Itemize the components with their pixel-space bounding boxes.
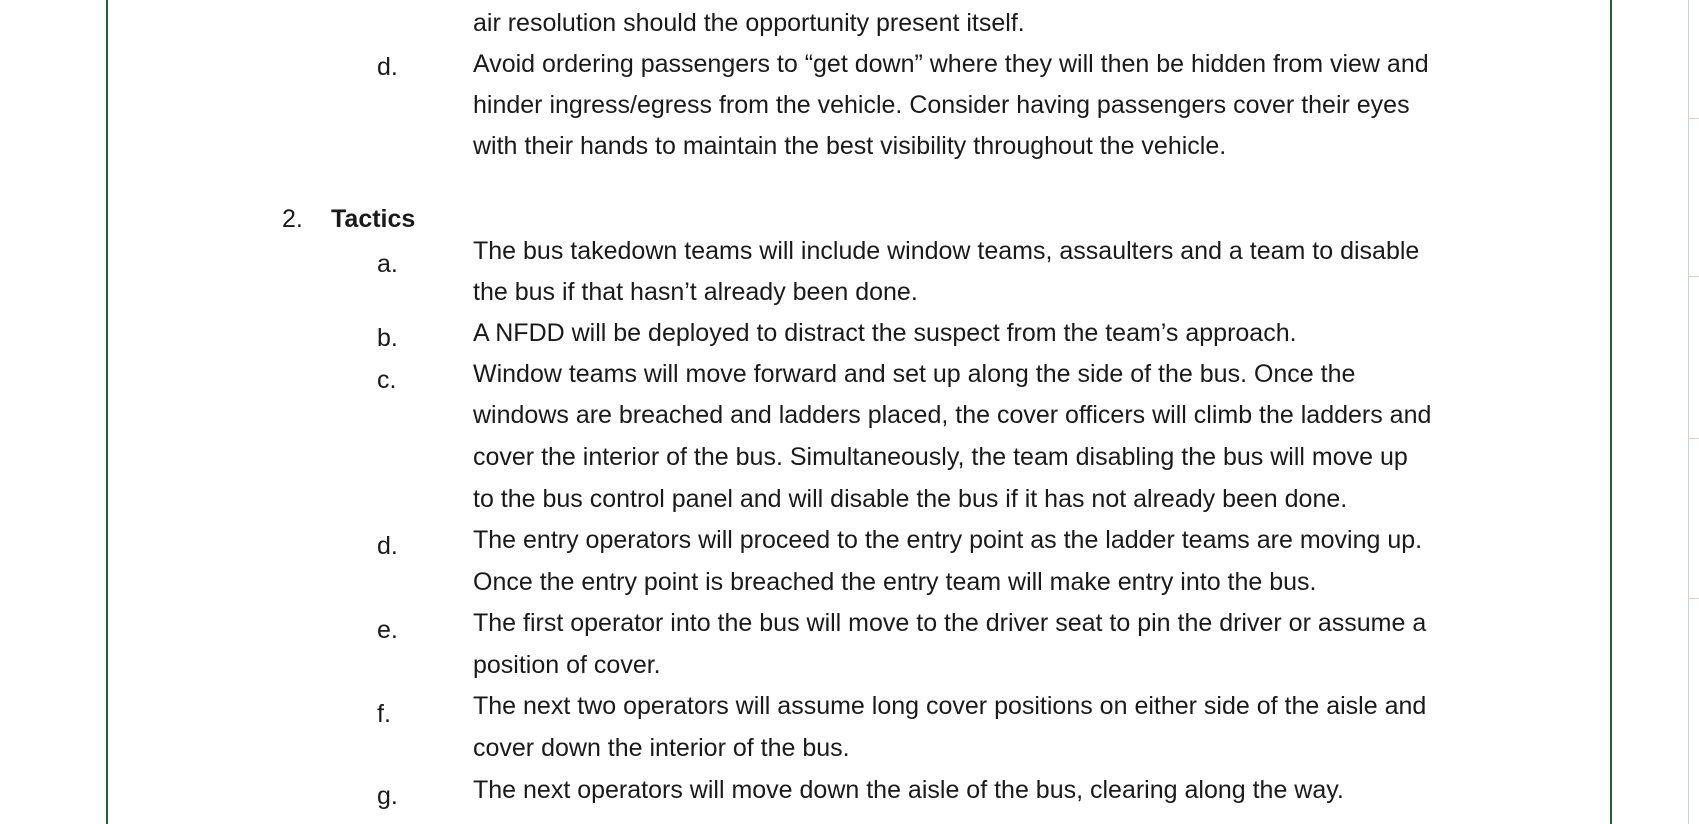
- list-item-line: to the bus control panel and will disable the bus if it has not already been done.: [473, 485, 1348, 513]
- list-marker: a.: [377, 250, 398, 278]
- list-item-line: The next operators will move down the aisle of the bus, clearing along the way.: [473, 776, 1344, 804]
- list-item-line: Avoid ordering passengers to “get down” where they will then be hidden from view and: [473, 50, 1429, 78]
- list-item-line: with their hands to maintain the best visibility throughout the vehicle.: [473, 132, 1227, 160]
- list-item-line: the bus if that hasn’t already been done.: [473, 278, 918, 306]
- list-marker: d.: [377, 532, 398, 560]
- list-marker: e.: [377, 616, 398, 644]
- intro-continuation: air resolution should the opportunity present itself.: [473, 9, 1025, 37]
- list-item-line: windows are breached and ladders placed, the cover officers will climb the ladders and: [473, 401, 1432, 429]
- list-item-line: position of cover.: [473, 651, 661, 679]
- list-marker: c.: [377, 366, 397, 394]
- section-title: Tactics: [331, 205, 416, 233]
- list-marker: g.: [377, 782, 398, 810]
- list-item-line: Window teams will move forward and set up along the side of the bus. Once the: [473, 360, 1356, 388]
- list-marker: d.: [377, 53, 398, 81]
- list-item-line: cover down the interior of the bus.: [473, 734, 850, 762]
- list-marker: f.: [377, 700, 391, 728]
- list-item-line: The entry operators will proceed to the entry point as the ladder teams are moving up.: [473, 526, 1423, 554]
- list-item-line: The next two operators will assume long cover positions on either side of the aisle and: [473, 692, 1427, 720]
- list-item-line: Once the entry point is breached the entry team will make entry into the bus.: [473, 568, 1317, 596]
- list-item-line: cover the interior of the bus. Simultaneously, the team disabling the bus will move up: [473, 443, 1408, 471]
- list-item-line: hinder ingress/egress from the vehicle. Consider having passengers cover their eyes: [473, 91, 1410, 119]
- list-item-line: A NFDD will be deployed to distract the suspect from the team’s approach.: [473, 319, 1297, 347]
- list-marker: b.: [377, 324, 398, 352]
- section-number: 2.: [282, 205, 303, 233]
- list-item-line: The first operator into the bus will move to the driver seat to pin the driver or assume a: [473, 609, 1427, 637]
- list-item-line: The bus takedown teams will include window teams, assaulters and a team to disable: [473, 237, 1420, 265]
